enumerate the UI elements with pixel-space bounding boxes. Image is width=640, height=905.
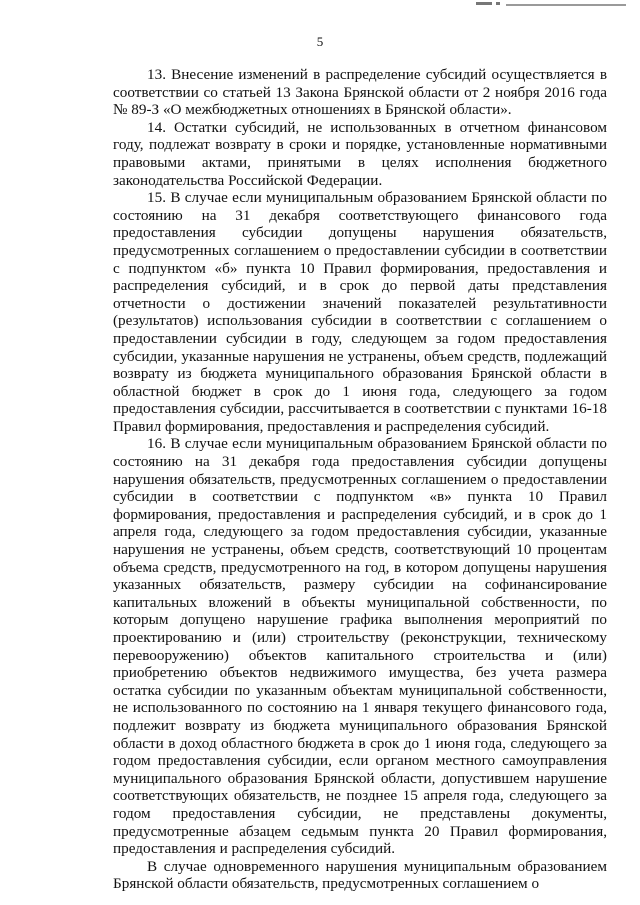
paragraph-16-continuation: В случае одновременного нарушения муниципальным образованием Брянской области обязательств, предусмотренных соглашением о [113, 857, 607, 893]
paragraph-14: 14. Остатки субсидий, не использованных в отчетном финансовом году, подлежат возврату в сроки и порядке, установленные нормативными правовыми актами, принятыми в целях исполнения бюджетного законодательства Российской Федерации. [113, 118, 607, 189]
scan-artifact-dot [496, 2, 500, 5]
scan-artifact-dash [476, 2, 492, 5]
document-body [113, 66, 607, 893]
paragraph-15: 15. В случае если муниципальным образованием Брянской области по состоянию на 31 декабря соответствующего финансового года предоставления субсидии допущены нарушения обязательств, предусмотренных соглашением о предоставлении субсидии в соответствии с подпунктом «б» пункта 10 Правил формирования, предоставления и распределения субсидий, и в срок до первой даты представления отчетности о достижении значений показателей результативности (результатов) использования субсидии в соответствии с соглашением о предоставлении субсидии в году, следующем за годом предоставления субсидии, указанные нарушения не устранены, объем средств, подлежащий возврату из бюджета муниципального образования Брянской области в областной бюджет в срок до 1 июня года, следующего за годом предоставления субсидии, рассчитывается в соответствии с пунктами 16-18 Правил формирования, предоставления и распределения субсидий. [113, 189, 607, 435]
paragraph-13: 13. Внесение изменений в распределение субсидий осуществляется в соответствии со статьей 13 Закона Брянской области от 2 ноября 2016 года № 89-З «О межбюджетных отношениях в Брянской области». [113, 66, 607, 119]
scan-artifact-line [506, 4, 626, 6]
page-number: 5 [316, 34, 324, 49]
paragraph-16: 16. В случае если муниципальным образованием Брянской области по состоянию на 31 декабря года предоставления субсидии допущены нарушения обязательств, предусмотренных соглашением о предоставлении субсидии в соответствии с подпунктом «в» пункта 10 Правил формирования, предоставления и распределения субсидий, и в срок до 1 апреля года, следующего за годом предоставления субсидии, указанные нарушения не устранены, объем средств, соответствующий 10 процентам объема средств, предусмотренного на год, в котором допущены нарушения указанных обязательств, размеру субсидии на софинансирование капитальных вложений в объекты муниципальной собственности, по которым допущено нарушение графика выполнения мероприятий по проектированию и (или) строительству (реконструкции, техническому перевооружению) объектов капитального строительства и (или) приобретению объектов недвижимого имущества, без учета размера остатка субсидии по указанным объектам муниципальной собственности, не использованного по состоянию на 1 января текущего финансового года, подлежит возврату из бюджета муниципального образования Брянской области в доход областного бюджета в срок до 1 июня года, следующего за годом предоставления субсидии, если органом местного самоуправления муниципального образования Брянской области, допустившем нарушение соответствующих обязательств, не позднее 15 апреля года, следующего за годом предоставления субсидии, не представлены документы, предусмотренные абзацем седьмым пункта 20 Правил формирования, предоставления и распределения субсидий. [113, 435, 607, 858]
